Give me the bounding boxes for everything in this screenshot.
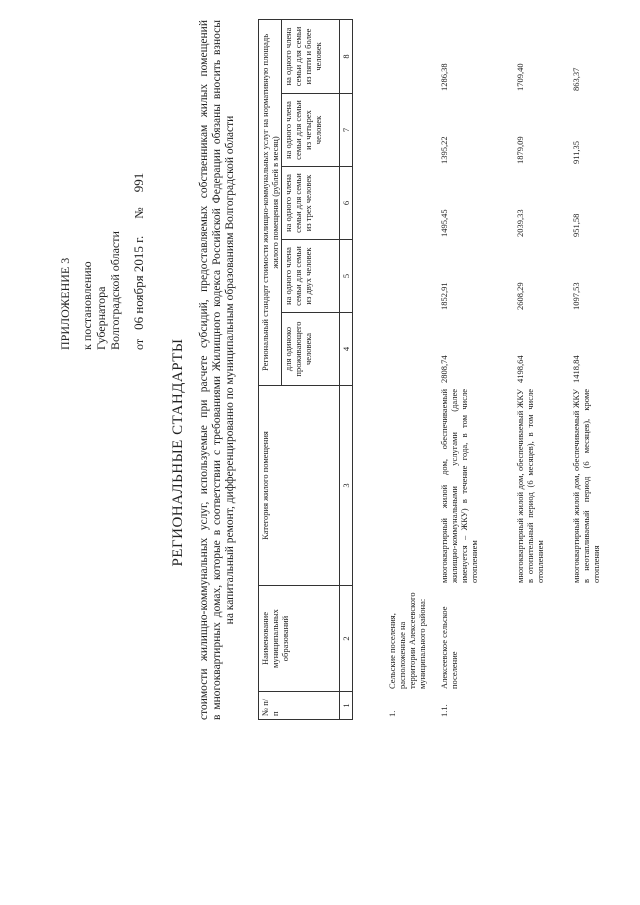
row-value-8: 1709,40	[515, 63, 525, 91]
number-prefix: №	[132, 207, 146, 219]
date-value: 06 ноября 2015 г.	[131, 235, 146, 330]
row-value-4: 2808,74	[439, 355, 449, 383]
column-number: 7	[340, 94, 353, 167]
row-value-4: 1418,84	[571, 355, 581, 383]
standards-table-body	[386, 20, 626, 720]
section-number: 1.	[387, 710, 397, 717]
section-row	[386, 20, 438, 720]
row-value-4: 4198,64	[515, 355, 525, 383]
column-number: 1	[340, 692, 353, 720]
header-group: Региональный стандарт стоимости жилищно-коммунальных услуг на нормативную площадь жилого помещения (рублей в месяц)	[259, 19, 282, 385]
row-name	[570, 586, 626, 692]
row-value-6: 951,58	[571, 213, 581, 237]
row-category: многоквартирный жилой дом, обеспечиваемый ЖКУ в неотапливаемый период (6 месяцев), кроме отопления	[571, 389, 601, 583]
table-row	[438, 20, 514, 720]
row-value-8: 863,37	[571, 67, 581, 91]
document-title: РЕГИОНАЛЬНЫЕ СТАНДАРТЫ	[170, 338, 186, 567]
row-value-6: 1495,45	[439, 209, 449, 237]
appendix-block	[58, 173, 146, 350]
column-number: 3	[340, 386, 353, 586]
column-number: 5	[340, 240, 353, 313]
appendix-line-2: Губернатора	[94, 286, 108, 350]
header-col-8: на одного члена семьи для семьи из пяти и более человек	[282, 19, 340, 93]
row-value-6: 2039,33	[515, 209, 525, 237]
header-col-2: Наименование муниципальных образований	[259, 586, 340, 692]
row-category: многоквартирный жилой дом, обеспечиваемый жилищно-коммунальными услугами (далее именуется – ЖКУ) в течение года, в том числе отоплением	[439, 389, 479, 583]
section-name: Сельские поселения, расположенные на территории Алексеевского муниципального района:	[387, 592, 427, 689]
header-col-6: на одного члена семьи для семьи из трех человек	[282, 167, 340, 240]
intro-line-2: в многоквартирных домах, которые в соответствии с требованиями Жилищного кодекса Российской Федерации обязаны вносить взносы	[211, 20, 223, 720]
column-number: 6	[340, 167, 353, 240]
row-name	[514, 586, 570, 692]
row-number	[570, 692, 626, 720]
appendix-date-line	[132, 173, 146, 350]
header-col-7: на одного члена семьи для семьи из четырех человек	[282, 94, 340, 167]
table-row	[570, 20, 626, 720]
intro-paragraph	[198, 20, 237, 720]
header-col-3: Категория жилого помещения	[259, 386, 340, 586]
column-number-row	[340, 19, 353, 719]
row-value-5: 1097,53	[571, 282, 581, 310]
intro-line-1: стоимости жилищно-коммунальных услуг, используемые при расчете субсидий, предоставляемых собственникам жилых помещений	[198, 20, 210, 720]
row-value-5: 2608,29	[515, 282, 525, 310]
row-value-5: 1852,91	[439, 282, 449, 310]
table-row	[514, 20, 570, 720]
row-value-8: 1286,38	[439, 63, 449, 91]
column-number: 4	[340, 313, 353, 386]
header-row-1	[259, 19, 282, 719]
row-number	[514, 692, 570, 720]
appendix-line-3: Волгоградской области	[108, 231, 122, 350]
standards-table	[258, 19, 353, 720]
row-name: Алексеевское сельское поселение	[439, 606, 459, 689]
header-col-1: № п/п	[259, 692, 340, 720]
number-value: 991	[131, 172, 146, 193]
column-number: 2	[340, 586, 353, 692]
date-prefix: от	[132, 338, 146, 350]
row-value-7: 911,35	[571, 140, 581, 164]
appendix-line-1: к постановлению	[80, 261, 94, 350]
appendix-title: ПРИЛОЖЕНИЕ 3	[58, 257, 72, 350]
row-value-7: 1395,22	[439, 136, 449, 164]
intro-line-3: на капитальный ремонт, дифференцированно по муниципальным образованиям Волгоградской области	[224, 115, 236, 625]
header-col-4: для одиноко проживающего человека	[282, 313, 340, 386]
row-value-7: 1879,09	[515, 136, 525, 164]
row-number: 1.1.	[439, 704, 449, 717]
column-number: 8	[340, 19, 353, 93]
header-col-5: на одного члена семьи для семьи из двух человек	[282, 240, 340, 313]
row-category: многоквартирный жилой дом, обеспечиваемый ЖКУ в отопительный период (6 месяцев), в том числе отоплением	[515, 389, 545, 583]
